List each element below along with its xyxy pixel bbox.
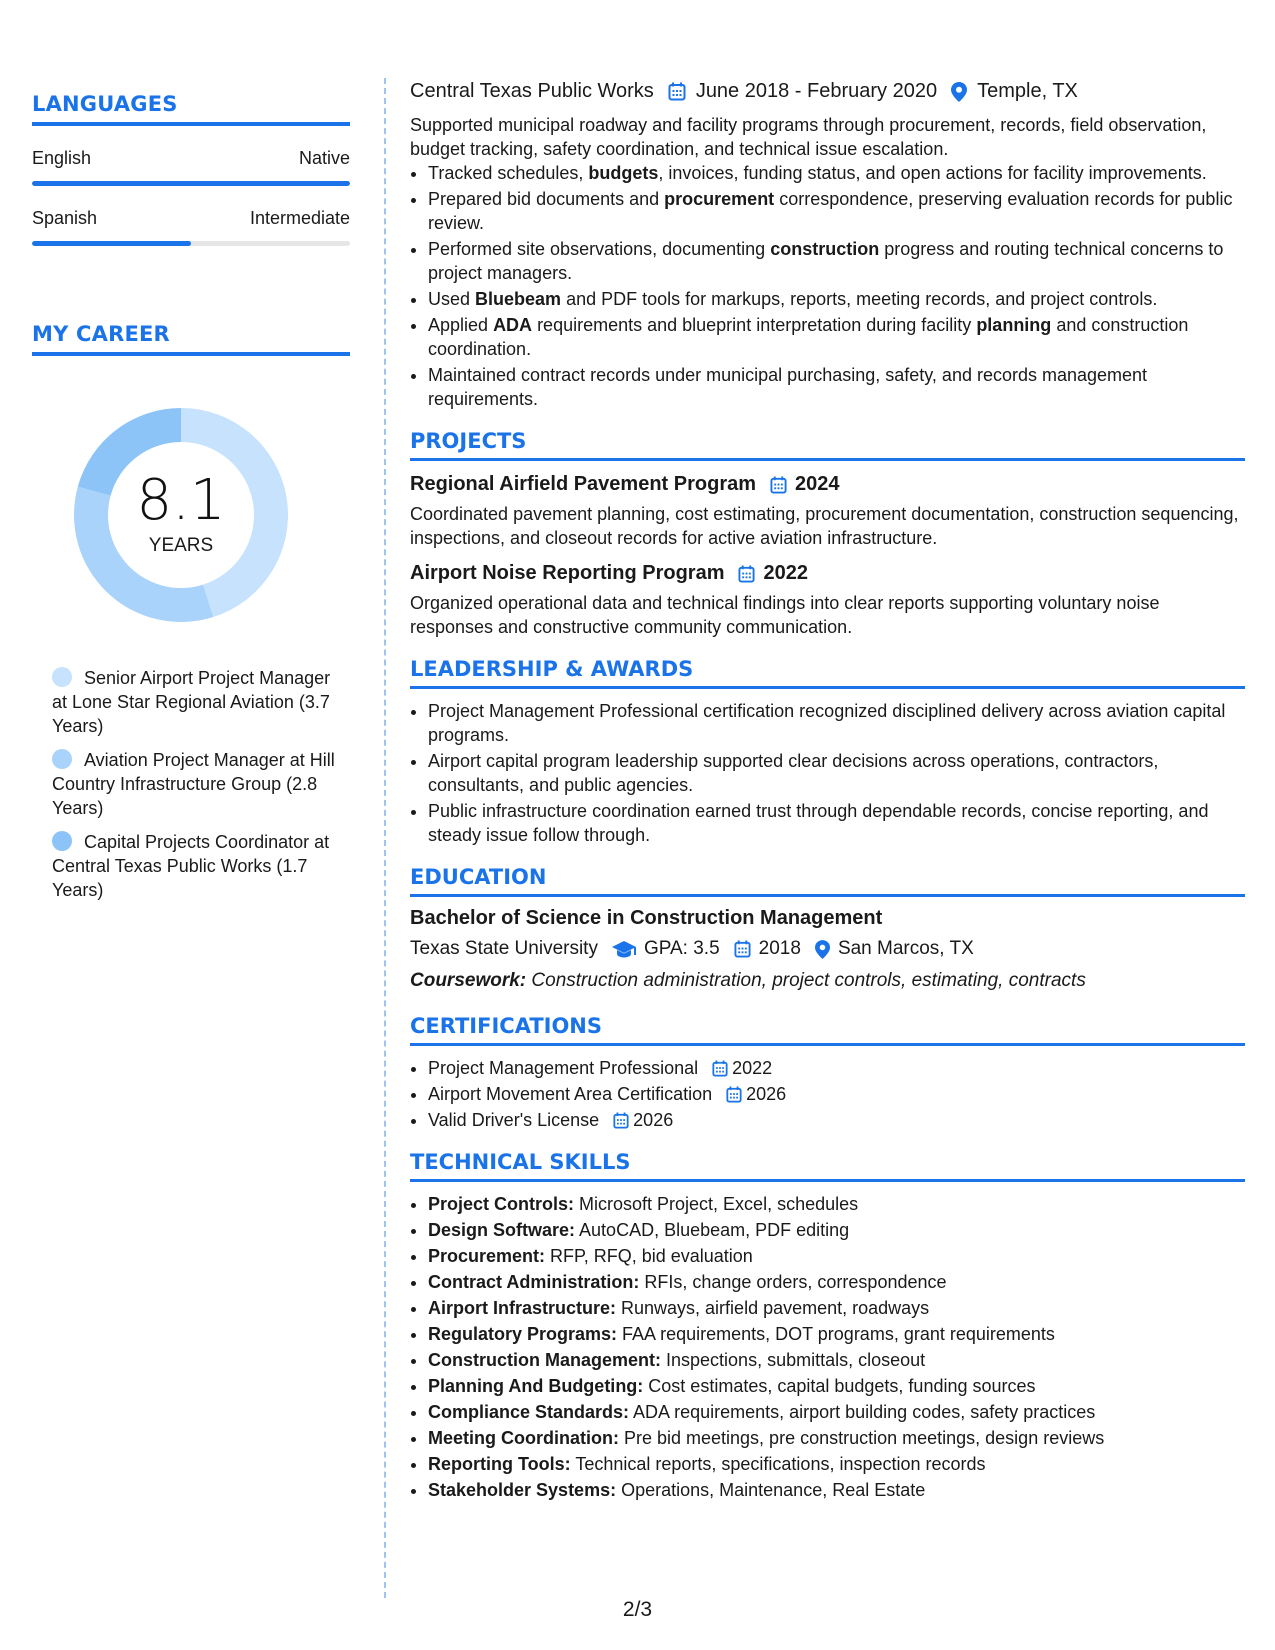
job-dates: June 2018 - February 2020 — [695, 80, 938, 102]
leadership-item: • Airport capital program leadership supported clear decisions across operations, contractors, consultants, and public agencies. — [428, 749, 1245, 797]
skill-item: • Construction Management: Inspections, submittals, closeout — [428, 1348, 1245, 1372]
career-legend-item — [52, 830, 350, 902]
certification-item: • Project Management Professional 2022 — [428, 1056, 1245, 1080]
calendar-icon — [726, 1086, 742, 1103]
skill-item: • Planning And Budgeting: Cost estimates, capital budgets, funding sources — [428, 1374, 1245, 1398]
job-bullet: • Tracked schedules, budgets, invoices, funding status, and open actions for facility improvements. — [428, 161, 1245, 185]
skill-item: • Procurement: RFP, RFQ, bid evaluation — [428, 1244, 1245, 1268]
job-bullet: • Maintained contract records under municipal purchasing, safety, and records management requirements. — [428, 363, 1245, 411]
project-year: 2022 — [763, 562, 808, 584]
leadership-heading: LEADERSHIP & AWARDS — [410, 657, 1245, 689]
job-company: Central Texas Public Works — [410, 80, 654, 102]
legend-text: Capital Projects Coordinator at Central Texas Public Works (1.7 Years) — [52, 832, 330, 900]
project-item — [410, 562, 1245, 639]
project-desc: Coordinated pavement planning, cost estimating, procurement documentation, construction sequencing, inspections, and closeout records for active aviation infrastructure. — [410, 504, 1239, 548]
project-desc: Organized operational data and technical findings into clear reports supporting voluntary noise responses and constructive community communication. — [410, 593, 1160, 637]
skills-heading: TECHNICAL SKILLS — [410, 1150, 1245, 1182]
languages-heading: LANGUAGES — [32, 92, 350, 126]
calendar-icon — [613, 1112, 629, 1129]
certifications-heading: CERTIFICATIONS — [410, 1014, 1245, 1046]
leadership-item: • Public infrastructure coordination earned trust through dependable records, concise reporting, and steady issue follow through. — [428, 799, 1245, 847]
skill-item: • Stakeholder Systems: Operations, Maintenance, Real Estate — [428, 1478, 1245, 1502]
job-location: Temple, TX — [977, 80, 1078, 102]
language-name: English — [32, 148, 92, 168]
education-heading: EDUCATION — [410, 865, 1245, 897]
language-level: Native — [298, 148, 350, 168]
project-name: Airport Noise Reporting Program — [410, 562, 725, 584]
legend-dot — [52, 831, 72, 851]
language-spanish — [32, 208, 350, 246]
career-heading: MY CAREER — [32, 322, 350, 356]
career-total-years: 8.1 — [136, 468, 226, 533]
projects-heading: PROJECTS — [410, 429, 1245, 461]
job-bullet: • Used Bluebeam and PDF tools for markups, reports, meeting records, and project controls. — [428, 287, 1245, 311]
education-degree: Bachelor of Science in Construction Management — [410, 907, 883, 929]
legend-text: Senior Airport Project Manager at Lone Star Regional Aviation (3.7 Years) — [52, 668, 331, 736]
skill-item: • Regulatory Programs: FAA requirements, DOT programs, grant requirements — [428, 1322, 1245, 1346]
career-legend-item — [52, 666, 350, 738]
language-proficiency-fill — [32, 241, 191, 246]
left-column — [32, 92, 350, 912]
education-coursework: Coursework: Construction administration, project controls, estimating, contracts — [410, 970, 1086, 991]
career-legend-item — [52, 748, 350, 820]
education-school: Texas State University — [410, 938, 598, 959]
language-proficiency-bar — [32, 241, 350, 246]
page-number: 2/3 — [622, 1598, 653, 1621]
skill-item: • Project Controls: Microsoft Project, Excel, schedules — [428, 1192, 1245, 1216]
career-legend — [52, 666, 350, 902]
project-item — [410, 473, 1245, 550]
career-years-label: YEARS — [148, 535, 214, 556]
job-summary: Supported municipal roadway and facility programs through procurement, records, field observation, budget tracking, safety coordination, and technical issue escalation. — [410, 115, 1207, 159]
education-gpa: GPA: 3.5 — [643, 938, 720, 959]
legend-dot — [52, 667, 72, 687]
skill-item: • Meeting Coordination: Pre bid meetings, pre construction meetings, design reviews — [428, 1426, 1245, 1450]
job-bullet: • Prepared bid documents and procurement correspondence, preserving evaluation records for public review. — [428, 187, 1245, 235]
certification-item: • Airport Movement Area Certification 2026 — [428, 1082, 1245, 1106]
skill-item: • Airport Infrastructure: Runways, airfield pavement, roadways — [428, 1296, 1245, 1320]
job-bullet: • Applied ADA requirements and blueprint interpretation during facility planning and construction coordination. — [428, 313, 1245, 361]
calendar-icon — [712, 1060, 728, 1077]
calendar-icon — [668, 82, 686, 101]
legend-text: Aviation Project Manager at Hill Country Infrastructure Group (2.8 Years) — [52, 750, 335, 818]
graduation-cap-icon — [612, 940, 636, 958]
language-level: Intermediate — [249, 208, 350, 228]
leadership-list — [410, 699, 1245, 847]
job-header — [410, 80, 1245, 103]
certification-item: • Valid Driver's License 2026 — [428, 1108, 1245, 1132]
skills-list — [410, 1192, 1245, 1502]
location-pin-icon — [951, 82, 967, 102]
calendar-icon — [770, 476, 787, 494]
calendar-icon — [734, 940, 751, 958]
language-english — [32, 148, 350, 186]
language-proficiency-bar — [32, 181, 350, 186]
education-location: San Marcos, TX — [837, 938, 974, 959]
skill-item: • Compliance Standards: ADA requirements, airport building codes, safety practices — [428, 1400, 1245, 1424]
job-bullets — [410, 161, 1245, 411]
certifications-list — [410, 1056, 1245, 1132]
language-name: Spanish — [32, 208, 98, 228]
career-donut-chart — [66, 400, 296, 630]
education-meta — [410, 938, 1245, 960]
calendar-icon — [738, 565, 755, 583]
column-divider — [384, 78, 386, 1598]
skill-item: • Design Software: AutoCAD, Bluebeam, PDF editing — [428, 1218, 1245, 1242]
skill-item: • Reporting Tools: Technical reports, specifications, inspection records — [428, 1452, 1245, 1476]
project-year: 2024 — [795, 473, 840, 495]
language-proficiency-fill — [32, 181, 350, 186]
project-name: Regional Airfield Pavement Program — [410, 473, 757, 495]
job-bullet: • Performed site observations, documenting construction progress and routing technical concerns to project managers. — [428, 237, 1245, 285]
legend-dot — [52, 749, 72, 769]
skill-item: • Contract Administration: RFIs, change orders, correspondence — [428, 1270, 1245, 1294]
leadership-item: • Project Management Professional certification recognized disciplined delivery across aviation capital programs. — [428, 699, 1245, 747]
right-column — [410, 80, 1245, 1504]
location-pin-icon — [815, 940, 830, 959]
education-year: 2018 — [758, 938, 801, 959]
